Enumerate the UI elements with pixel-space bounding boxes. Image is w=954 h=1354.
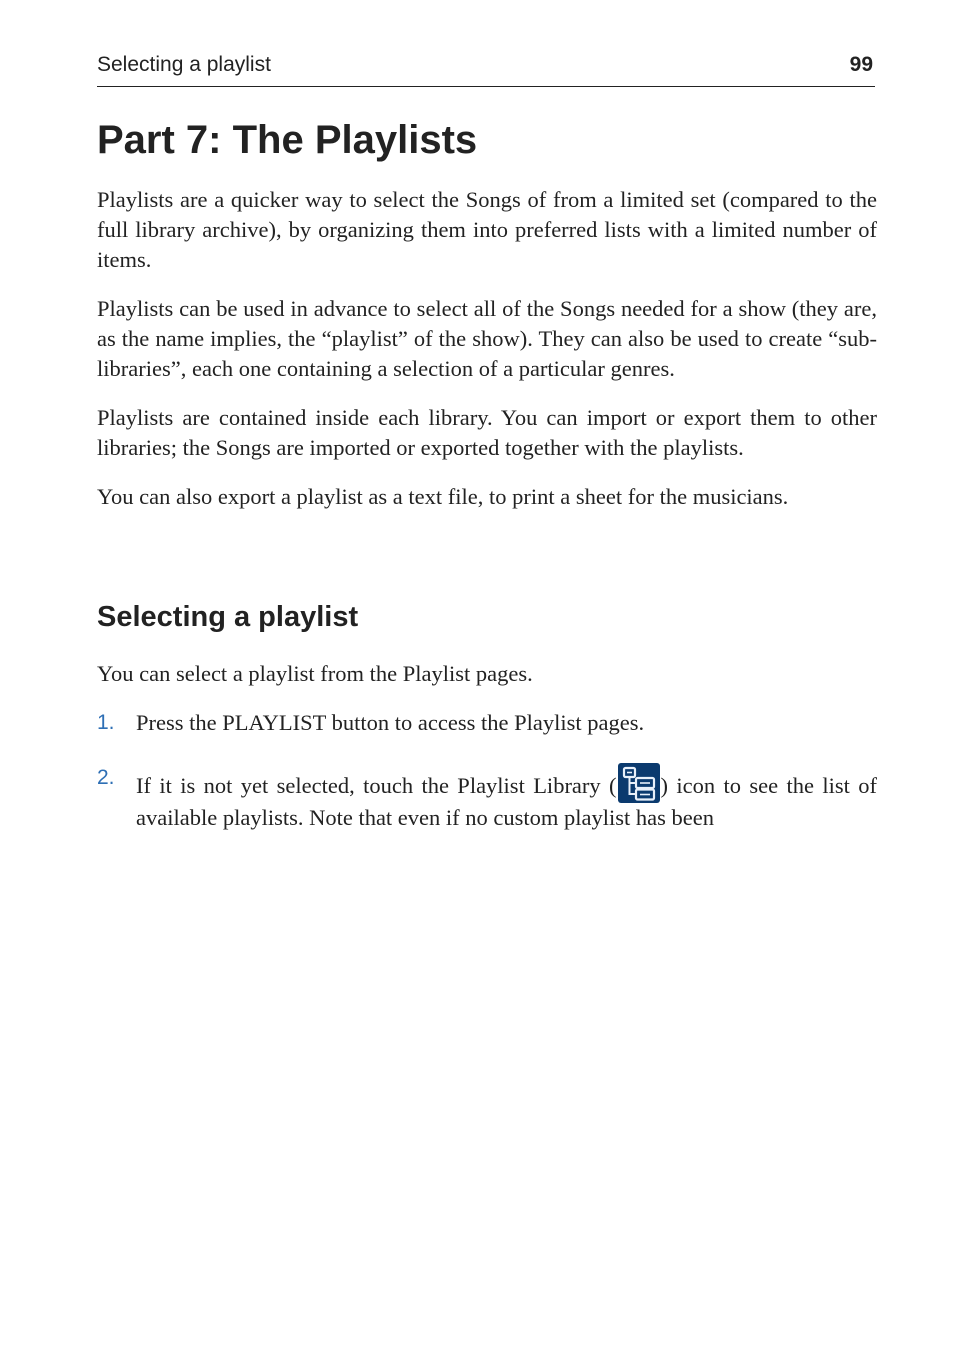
- section-title: Selecting a playlist: [97, 601, 359, 633]
- step-2-number: 2.: [97, 766, 115, 789]
- chapter-title: Part 7: The Playlists: [97, 118, 478, 162]
- step-1-number: 1.: [97, 711, 115, 734]
- step-2: [97, 763, 877, 833]
- section-body: [97, 659, 877, 852]
- chapter-intro: [97, 185, 877, 531]
- step-2-text-before-icon: If it is not yet selected, touch the Playlist Library (: [136, 773, 617, 798]
- playlist-library-icon: [618, 763, 660, 803]
- running-header: [97, 52, 875, 87]
- intro-paragraph-1: Playlists are a quicker way to select the Songs of from a limited set (compared to the full library archive), by organizing them into preferred lists with a limited number of items.: [97, 187, 877, 272]
- page-number: 99: [849, 53, 873, 76]
- section-intro: You can select a playlist from the Playlist pages.: [97, 661, 533, 686]
- intro-paragraph-4: You can also export a playlist as a text file, to print a sheet for the musicians.: [97, 484, 789, 509]
- intro-paragraph-2: Playlists can be used in advance to select all of the Songs needed for a show (they are, as the name implies, the “playlist” of the show). They can also be used to create “sub-libraries”, each one containing a selection of a particular genres.: [97, 296, 877, 381]
- step-2-text-after-icon: ) icon to see the list of available playlists. Note that even if no custom playlist has been: [136, 773, 877, 830]
- step-1-text: Press the PLAYLIST button to access the Playlist pages.: [136, 710, 645, 735]
- running-header-section-title: Selecting a playlist: [97, 53, 271, 76]
- steps-list: [97, 708, 877, 833]
- step-1: [97, 708, 877, 738]
- intro-paragraph-3: Playlists are contained inside each library. You can import or export them to other libraries; the Songs are imported or exported together with the playlists.: [97, 405, 877, 460]
